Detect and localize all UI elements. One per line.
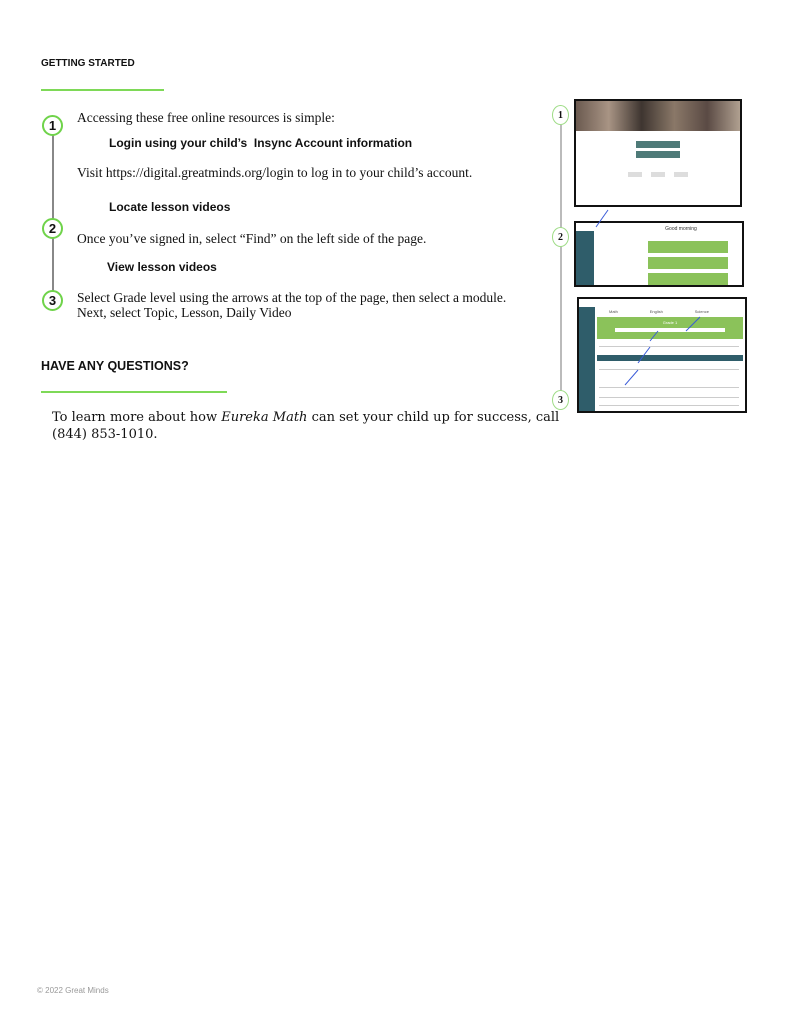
login-button-2: [636, 151, 680, 158]
questions-text-part: can set your child up for success, call: [307, 410, 560, 425]
photo-banner: [576, 101, 740, 131]
step-3-text: [77, 290, 506, 320]
step-1-title: Login using your child’s Insync Account information: [109, 136, 413, 150]
step-2-title: Locate lesson videos: [109, 200, 231, 214]
questions-heading: HAVE ANY QUESTIONS?: [41, 359, 189, 373]
step-2-marker: 2: [42, 218, 63, 239]
arrow-icon: [686, 317, 700, 331]
questions-text-part: To learn more about how: [52, 410, 222, 425]
heading-underline: [41, 89, 164, 91]
tab-english: English: [649, 309, 663, 314]
step-2-text: Once you’ve signed in, select “Find” on the left side of the page.: [77, 231, 427, 246]
arrow-icon: [596, 210, 608, 227]
sso-buttons: [628, 172, 688, 177]
screenshot-connector-line: [560, 125, 562, 395]
login-button-1: [636, 141, 680, 148]
step-3-text-line: Select Grade level using the arrows at the top of the page, then select a module.: [77, 290, 507, 305]
step-3-text-line: Next, select Topic, Lesson, Daily Video: [77, 305, 292, 320]
screenshot-marker-1: 1: [552, 105, 569, 125]
getting-started-heading: GETTING STARTED: [41, 58, 135, 69]
brand-name: Eureka Math: [221, 410, 308, 425]
step-connector-line: [52, 130, 54, 300]
arrow-icon: [625, 370, 638, 385]
login-page-screenshot: [574, 99, 742, 207]
phone-number: (844) 853-1010.: [52, 427, 158, 442]
greeting: Good morning: [665, 226, 697, 232]
intro-text: Accessing these free online resources is simple:: [77, 110, 335, 125]
questions-underline: [41, 391, 227, 393]
arrow-annotations: [570, 205, 750, 405]
arrow-icon: [650, 331, 658, 341]
tab-science: Science: [694, 309, 709, 314]
step-3-marker: 3: [42, 290, 63, 311]
grade-label: Grade 1: [662, 320, 678, 325]
screenshot-marker-2: 2: [552, 227, 569, 247]
tab-math: Math: [609, 309, 618, 314]
questions-text: [52, 409, 560, 443]
footer-copyright: © 2022 Great Minds: [37, 986, 109, 995]
step-3-title: View lesson videos: [107, 260, 217, 274]
arrow-icon: [638, 347, 650, 363]
step-1-marker: 1: [42, 115, 63, 136]
screenshot-marker-3: 3: [552, 390, 569, 410]
step-1-text: Visit https://digital.greatminds.org/login to log in to your child’s account.: [77, 165, 473, 180]
